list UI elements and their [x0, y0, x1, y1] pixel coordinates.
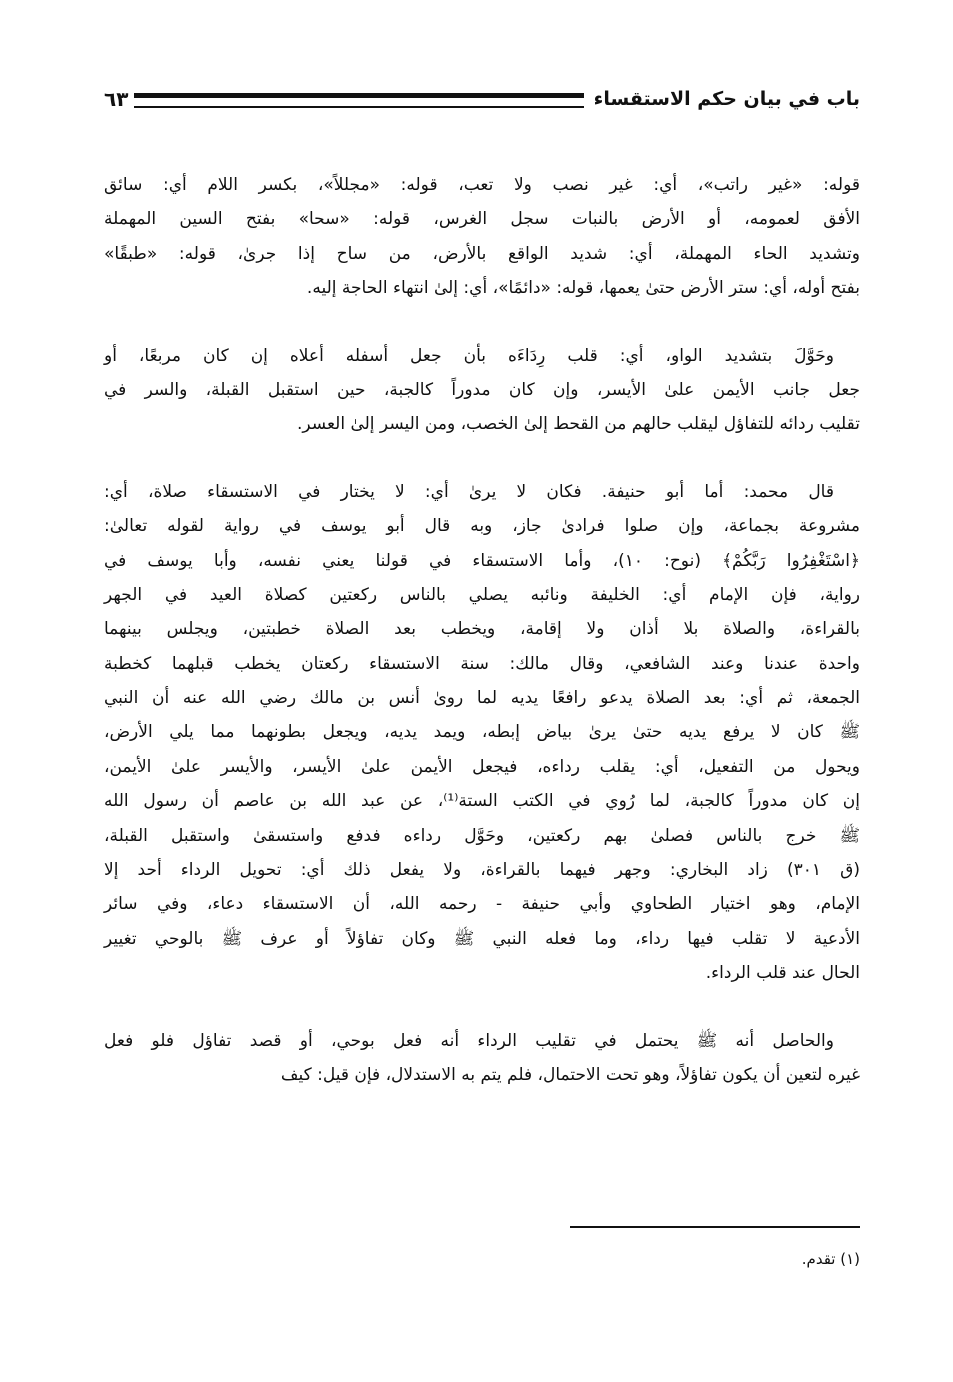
- text-line: ﷺ خرج بالناس فصلىٰ بهم ركعتين، وحَوَّل رداءه فدفع واستسقىٰ واستقبل القبلة،: [104, 825, 860, 846]
- text-line: تقليب ردائه للتفاؤل ليقلب حالهم من القحط إلىٰ الخصب، ومن اليسر إلىٰ العسر.: [297, 414, 860, 435]
- text-line: وحَوَّلَ بتشديد الواو، أي: قلب رِدَاءَه بأن جعل أسفله أعلاه إن كان مربعًا، أو: [104, 345, 834, 366]
- main-text: [104, 168, 860, 1125]
- text-line: ﷺ كان لا يرفع يديه حتىٰ يرىٰ بياض إبطه، ويمد يديه، ويجعل بطونهما مما يلي الأرض،: [104, 722, 860, 743]
- text-line: جعل جانب الأيمن علىٰ الأيسر، وإن كان مدوراً كالجبة، حين استقبل القبلة، والسر في: [104, 379, 860, 400]
- text-line: قال محمد: أما أبو حنيفة. فكان لا يرىٰ أي: لا يختار في الاستسقاء صلاة، أي:: [104, 481, 834, 502]
- text-line: الأدعية لا تقلب فيها رداء، وما فعله النبي ﷺ وكان تفاؤلاً أو عرف ﷺ بالوحي تغيير: [104, 928, 860, 949]
- text-line: واحدة عندنا وعند الشافعي، وقال مالك: سنة الاستسقاء ركعتان يخطب قبلهما كخطبة: [104, 653, 860, 674]
- text-line: بفتح أوله، أي: ستر الأرض حتىٰ يعمها، قوله: «دائمًا»، أي: إلىٰ انتهاء الحاجة إليه.: [306, 278, 860, 299]
- paragraph: [104, 1024, 860, 1093]
- text-line: الإمام، وهو اختيار الطحاوي وأبي حنيفة - رحمه الله، أن الاستسقاء دعاء، وفي سائر: [104, 894, 860, 915]
- text-line: الحال عند قلب الرداء.: [705, 963, 860, 984]
- text-line: الأفق لعمومه، أو الأرض بالنبات سجل الغرس، قوله: «سحا» بفتح السين المهملة: [104, 209, 860, 230]
- text-line: والحاصل أنه ﷺ يحتمل في تقليب الرداء أنه فعل بوحي، أو قصد تفاؤل فلو فعل: [104, 1030, 834, 1051]
- text-line: إن كان مدوراً كالجبة، لما رُوي في الكتب الستة⁽¹⁾، عن عبد الله بن عاصم أن رسول الله: [104, 791, 860, 812]
- paragraph: [104, 475, 860, 991]
- text-line: مشروعة بجماعة، وإن صلوا فرادىٰ جاز، وبه قال أبو يوسف في رواية لقوله تعالىٰ:: [104, 516, 860, 537]
- footnote: (١) تقدم.: [801, 1250, 860, 1268]
- header-rule: [134, 93, 583, 108]
- text-line: غيره لتعين أن يكون تفاؤلاً، وهو تحت الاحتمال، فلم يتم به الاستدلال، فإن قيل: كيف: [280, 1064, 860, 1085]
- chapter-title: باب في بيان حكم الاستقساء: [593, 88, 860, 110]
- text-line: رواية، فإن الإمام أي: الخليفة ونائبه يصلي بالناس ركعتين كصلاة العيد في الجهر: [104, 584, 860, 605]
- text-line: وتشديد الحاء المهملة، أي: شديد الواقع بالأرض، من ساح إذا جرىٰ، قوله: «طبقًا»: [104, 243, 860, 264]
- text-line: ويحول من التفعيل، أي: يقلب رداءه، فيجعل الأيمن علىٰ الأيسر، والأيسر علىٰ الأيمن،: [104, 756, 860, 777]
- page-number: ٦٣: [104, 87, 129, 111]
- text-line: قوله: «غير راتب»، أي: غير نصب ولا تعب، قوله: «مجللاً»، بكسر اللام أي: سائق: [104, 175, 860, 195]
- paragraph: [104, 168, 860, 306]
- running-header: [104, 84, 860, 114]
- paragraph: [104, 339, 860, 442]
- footnote-divider: [570, 1226, 860, 1228]
- text-line: (ق ٣٠١) زاد البخاري: وجهر فيهما بالقراءة، ولا يفعل ذلك أي: تحويل الرداء أحد إلا: [104, 860, 860, 881]
- text-line: بالقراءة، والصلاة بلا أذان ولا إقامة، ويخطب بعد الصلاة خطبتين، ويجلس بينهما: [104, 619, 860, 640]
- text-line: الجمعة، ثم أي: بعد الصلاة يدعو رافعًا يديه لما روىٰ أنس بن مالك رضي الله عنه أن النبي: [104, 688, 860, 709]
- text-line: ﴿اسْتَغْفِرُوا رَبَّكُمْ﴾ (نوح: ١٠)، وأما الاستسقاء في قولنا يعني نفسه، وأبا يوسف في: [104, 550, 860, 571]
